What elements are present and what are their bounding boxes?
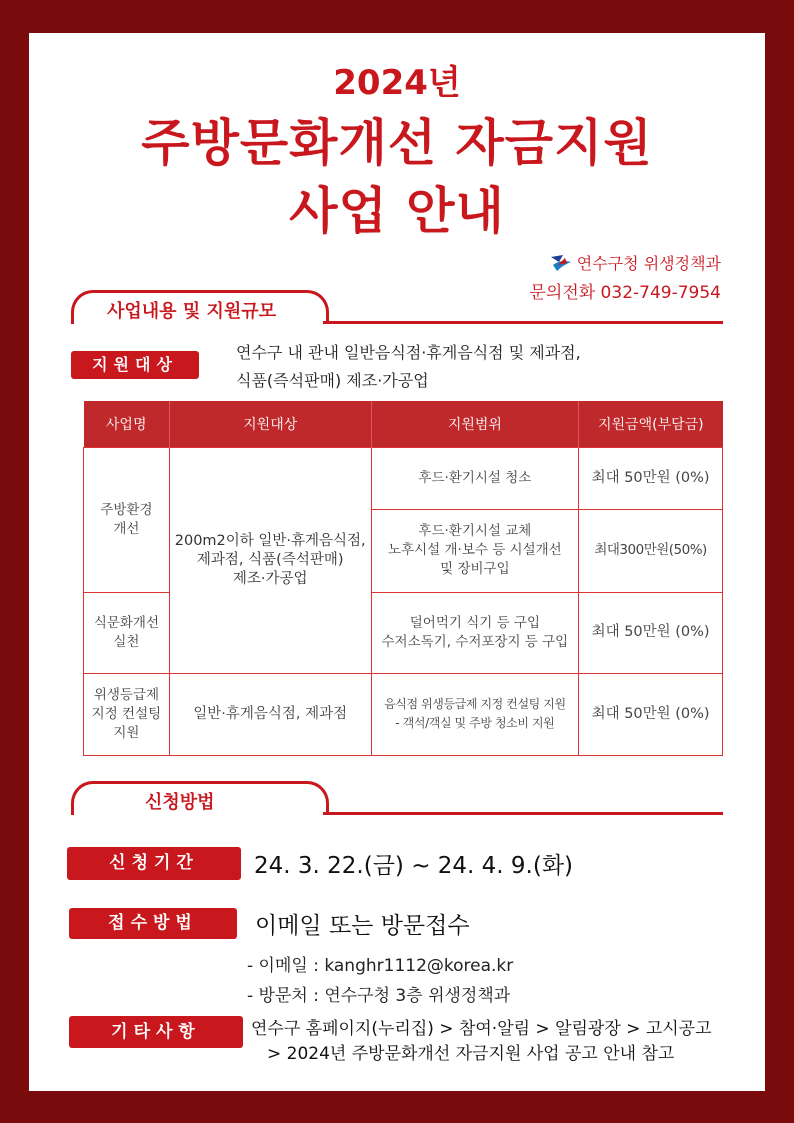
section-label-business: 사업내용 및 지원규모	[107, 301, 277, 322]
amount-cell: 최대300만원(50%)	[579, 509, 723, 592]
target-line-1: 연수구 내 관내 일반음식점·휴게음식점 및 제과점,	[236, 343, 581, 362]
business-name-cell: 식문화개선 실천	[84, 592, 170, 673]
column-header: 지원대상	[169, 401, 371, 447]
scope-cell: 후드·환기시설 청소	[371, 447, 579, 509]
target-cell: 일반·휴게음식점, 제과점	[169, 673, 371, 755]
table-row	[84, 673, 723, 755]
scope-cell: 후드·환기시설 교체 노후시설 개·보수 등 시설개선 및 장비구입	[371, 509, 579, 592]
application-method: 이메일 또는 방문접수	[255, 913, 470, 939]
email-line: - 이메일 : kanghr1112@korea.kr	[247, 956, 514, 976]
badge-period: 신청기간	[67, 847, 241, 880]
target-cell: 200m2이하 일반·휴게음식점, 제과점, 식품(즉석판매) 제조·가공업	[169, 447, 371, 673]
title-line-1: 주방문화개선 자금지원	[141, 114, 653, 172]
business-name-cell: 주방환경 개선	[84, 447, 170, 592]
scope-cell: 음식점 위생등급제 지정 컨설팅 지원 - 객석/객실 및 주방 청소비 지원	[371, 673, 579, 755]
etc-description	[251, 1017, 712, 1067]
target-description	[236, 339, 581, 395]
title-line-2: 사업 안내	[289, 182, 505, 240]
support-table	[83, 401, 723, 756]
business-name-cell: 위생등급제 지정 컨설팅 지원	[84, 673, 170, 755]
column-header: 사업명	[84, 401, 170, 447]
badge-etc: 기타사항	[69, 1016, 243, 1048]
table-row	[84, 447, 723, 509]
section-header-business	[71, 290, 723, 324]
badge-target: 지원대상	[71, 351, 199, 379]
title-year: 2024년	[333, 63, 461, 103]
etc-line-2: > 2024년 주방문화개선 자금지원 사업 공고 안내 참고	[267, 1044, 675, 1064]
amount-cell: 최대 50만원 (0%)	[579, 447, 723, 509]
application-period: 24. 3. 22.(금) ~ 24. 4. 9.(화)	[254, 853, 574, 879]
scope-cell: 덜어먹기 식기 등 구입 수저소독기, 수저포장지 등 구입	[371, 592, 579, 673]
yeonsu-logo-icon	[549, 253, 573, 273]
section-header-application	[71, 781, 723, 815]
visit-line: - 방문처 : 연수구청 3층 위생정책과	[247, 986, 511, 1006]
column-header: 지원범위	[371, 401, 579, 447]
amount-cell: 최대 50만원 (0%)	[579, 673, 723, 755]
target-line-2: 식품(즉석판매) 제조·가공업	[236, 371, 429, 390]
poster-sheet	[29, 33, 765, 1091]
badge-method: 접수방법	[69, 908, 237, 939]
etc-line-1: 연수구 홈페이지(누리집) > 참여·알림 > 알림광장 > 고시공고	[251, 1019, 712, 1039]
contact-phone: 문의전화 032-749-7954	[529, 283, 721, 303]
department	[549, 251, 721, 274]
amount-cell: 최대 50만원 (0%)	[579, 592, 723, 673]
department-name: 연수구청 위생정책과	[576, 254, 721, 273]
section-label-application: 신청방법	[145, 792, 215, 813]
table-header-row	[84, 401, 723, 447]
column-header: 지원금액(부담금)	[579, 401, 723, 447]
